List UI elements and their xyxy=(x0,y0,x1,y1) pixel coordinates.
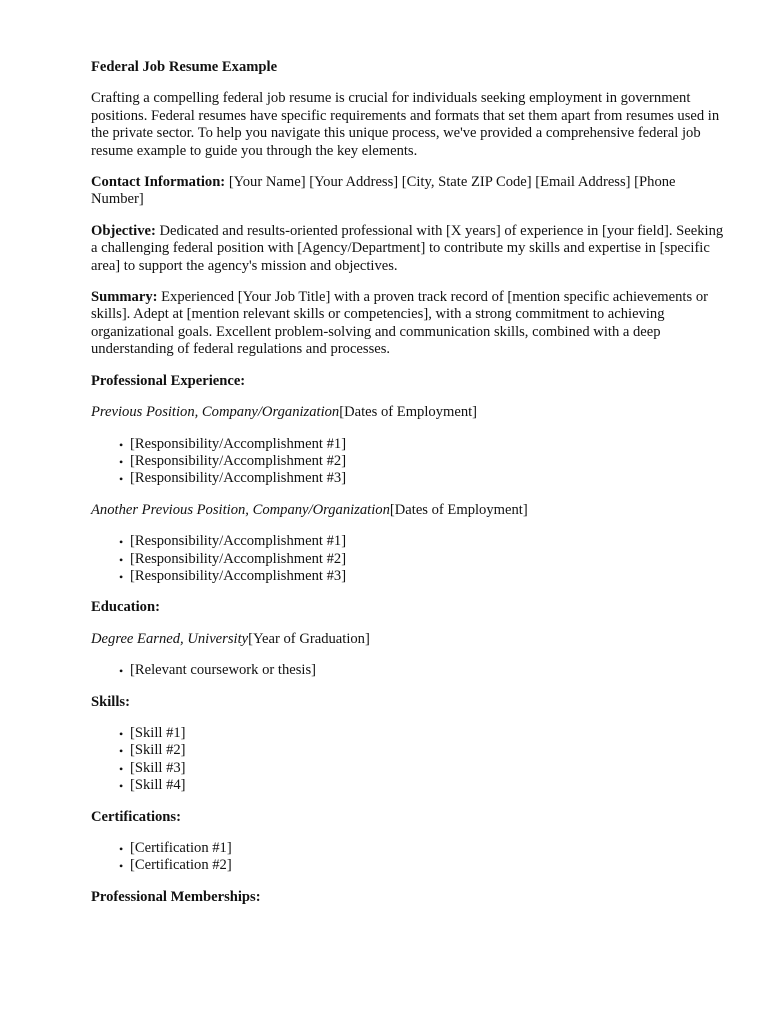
graduation-year: [Year of Graduation] xyxy=(248,630,370,647)
experience-heading: Professional Experience: xyxy=(91,372,246,389)
skills-bullet-list xyxy=(91,725,731,795)
list-item-text: [Certification #2] xyxy=(130,857,232,874)
list-item-text: [Relevant coursework or thesis] xyxy=(130,662,317,679)
list-item xyxy=(119,725,731,742)
bullet-icon: • xyxy=(119,744,124,759)
bullet-icon: • xyxy=(119,779,124,794)
bullet-icon: • xyxy=(119,454,124,469)
contact-information xyxy=(91,174,731,209)
position-title: Previous Position, Company/Organization xyxy=(91,404,340,421)
summary xyxy=(91,289,731,359)
list-item-text: [Responsibility/Accomplishment #3] xyxy=(130,567,347,584)
list-item-text: [Responsibility/Accomplishment #2] xyxy=(130,550,347,567)
list-item-text: [Responsibility/Accomplishment #2] xyxy=(130,452,347,469)
position-title: Another Previous Position, Company/Organization xyxy=(91,501,390,518)
bullet-icon: • xyxy=(119,552,124,567)
degree-title: Degree Earned, University xyxy=(91,630,249,647)
bullet-icon: • xyxy=(119,535,124,550)
list-item-text: [Responsibility/Accomplishment #3] xyxy=(130,470,347,487)
education-heading: Education: xyxy=(91,599,160,616)
list-item xyxy=(119,760,731,777)
contact-label: Contact Information: xyxy=(91,174,226,191)
summary-text: Experienced [Your Job Title] with a proven track record of [mention specific achievements or skills]. Adept at [mention relevant skills or competencies], with a strong commitment to achieving organizational goals. Excellent problem-solving and communication skills, combined with a deep understanding of federal regulations and processes. xyxy=(91,289,708,358)
position-bullet-list xyxy=(91,533,731,585)
objective-text: Dedicated and results-oriented professional with [X years] of experience in [your field]. Seeking a challenging federal position with [Agency/Department] to contribute my skills and expertise in [specific area] to support the agency's mission and objectives. xyxy=(91,222,724,274)
position-entry xyxy=(91,404,731,421)
list-item xyxy=(119,777,731,794)
list-item-text: [Skill #1] xyxy=(130,724,186,741)
bullet-icon: • xyxy=(119,761,124,776)
list-item xyxy=(119,533,731,550)
objective-label: Objective: xyxy=(91,222,156,239)
list-item xyxy=(119,742,731,759)
position-entry xyxy=(91,502,731,519)
certifications-bullet-list xyxy=(91,840,731,875)
certifications-heading: Certifications: xyxy=(91,808,181,825)
bullet-icon: • xyxy=(119,664,124,679)
list-item xyxy=(119,551,731,568)
education-bullet-list xyxy=(91,662,731,679)
list-item-text: [Responsibility/Accomplishment #1] xyxy=(130,533,347,550)
contact-text: [Your Name] [Your Address] [City, State ZIP Code] [Email Address] [Phone Number] xyxy=(91,174,676,208)
list-item-text: [Skill #4] xyxy=(130,777,186,794)
resume-document xyxy=(91,59,731,920)
position-bullet-list xyxy=(91,436,731,488)
education-entry xyxy=(91,631,731,648)
list-item xyxy=(119,568,731,585)
list-item-text: [Skill #3] xyxy=(130,759,186,776)
position-dates: [Dates of Employment] xyxy=(339,404,478,421)
list-item xyxy=(119,436,731,453)
skills-heading: Skills: xyxy=(91,693,130,710)
list-item-text: [Responsibility/Accomplishment #1] xyxy=(130,435,347,452)
bullet-icon: • xyxy=(119,859,124,874)
intro-paragraph: Crafting a compelling federal job resume is crucial for individuals seeking employment in government positions. Federal resumes have specific requirements and formats that set them apart from resumes used in the private sector. To help you navigate this unique process, we've provided a comprehensive federal job resume example to guide you through the key elements. xyxy=(91,90,720,159)
list-item xyxy=(119,453,731,470)
bullet-icon: • xyxy=(119,437,124,452)
bullet-icon: • xyxy=(119,842,124,856)
list-item-text: [Certification #1] xyxy=(130,840,232,856)
objective xyxy=(91,223,731,275)
document-title: Federal Job Resume Example xyxy=(91,59,278,75)
list-item xyxy=(119,840,731,857)
list-item xyxy=(119,470,731,487)
bullet-icon: • xyxy=(119,726,124,741)
summary-label: Summary: xyxy=(91,289,158,306)
position-dates: [Dates of Employment] xyxy=(389,501,528,518)
list-item xyxy=(119,662,731,679)
list-item xyxy=(119,857,731,874)
list-item-text: [Skill #2] xyxy=(130,742,186,759)
bullet-icon: • xyxy=(119,472,124,487)
bullet-icon: • xyxy=(119,569,124,584)
memberships-heading: Professional Memberships: xyxy=(91,888,261,905)
